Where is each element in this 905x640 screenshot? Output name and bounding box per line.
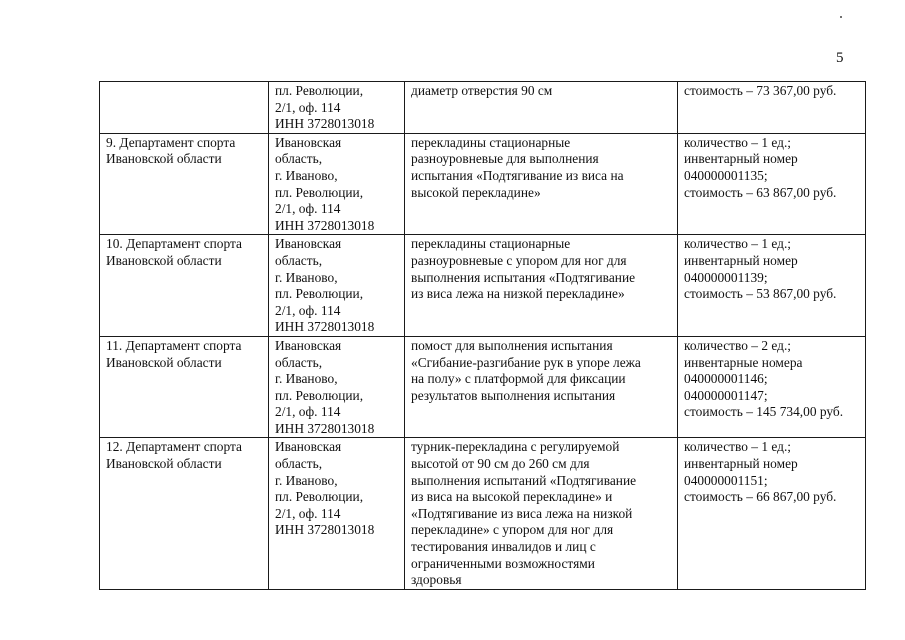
owner-cell: 11. Департамент спорта Ивановской области (100, 336, 269, 438)
description-cell: перекладины стационарные разноуровневые с упором для ног для выполнения испытания «Подтягивание из виса лежа на низкой перекладине» (405, 235, 678, 337)
details-cell: стоимость – 73 367,00 руб. (678, 82, 866, 134)
owner-cell (100, 82, 269, 134)
property-table (99, 81, 866, 590)
table-row (100, 438, 866, 589)
address-cell: Ивановская область, г. Иваново, пл. Революции, 2/1, оф. 114 ИНН 3728013018 (269, 336, 405, 438)
address-cell: Ивановская область, г. Иваново, пл. Революции, 2/1, оф. 114 ИНН 3728013018 (269, 235, 405, 337)
details-cell: количество – 1 ед.; инвентарный номер 040000001139; стоимость – 53 867,00 руб. (678, 235, 866, 337)
address-cell: пл. Революции, 2/1, оф. 114 ИНН 3728013018 (269, 82, 405, 134)
table-row (100, 235, 866, 337)
owner-cell: 12. Департамент спорта Ивановской области (100, 438, 269, 589)
description-cell: турник-перекладина с регулируемой высотой от 90 см до 260 см для выполнения испытаний «Подтягивание из виса на высокой перекладине» и «Подтягивание из виса лежа на низкой перекладине» с упором для ног для тестирования инвалидов и лиц с ограниченными возможностями здоровья (405, 438, 678, 589)
table-row (100, 133, 866, 235)
scan-speck (840, 16, 842, 18)
details-cell: количество – 2 ед.; инвентарные номера 040000001146; 040000001147; стоимость – 145 734,00 руб. (678, 336, 866, 438)
details-cell: количество – 1 ед.; инвентарный номер 040000001135; стоимость – 63 867,00 руб. (678, 133, 866, 235)
table-row (100, 82, 866, 134)
table-row (100, 336, 866, 438)
description-cell: помост для выполнения испытания «Сгибание-разгибание рук в упоре лежа на полу» с платформой для фиксации результатов выполнения испытания (405, 336, 678, 438)
details-cell: количество – 1 ед.; инвентарный номер 040000001151; стоимость – 66 867,00 руб. (678, 438, 866, 589)
owner-cell: 10. Департамент спорта Ивановской области (100, 235, 269, 337)
description-cell: диаметр отверстия 90 см (405, 82, 678, 134)
page-number: 5 (836, 50, 844, 66)
address-cell: Ивановская область, г. Иваново, пл. Революции, 2/1, оф. 114 ИНН 3728013018 (269, 438, 405, 589)
owner-cell: 9. Департамент спорта Ивановской области (100, 133, 269, 235)
description-cell: перекладины стационарные разноуровневые для выполнения испытания «Подтягивание из виса на высокой перекладине» (405, 133, 678, 235)
address-cell: Ивановская область, г. Иваново, пл. Революции, 2/1, оф. 114 ИНН 3728013018 (269, 133, 405, 235)
